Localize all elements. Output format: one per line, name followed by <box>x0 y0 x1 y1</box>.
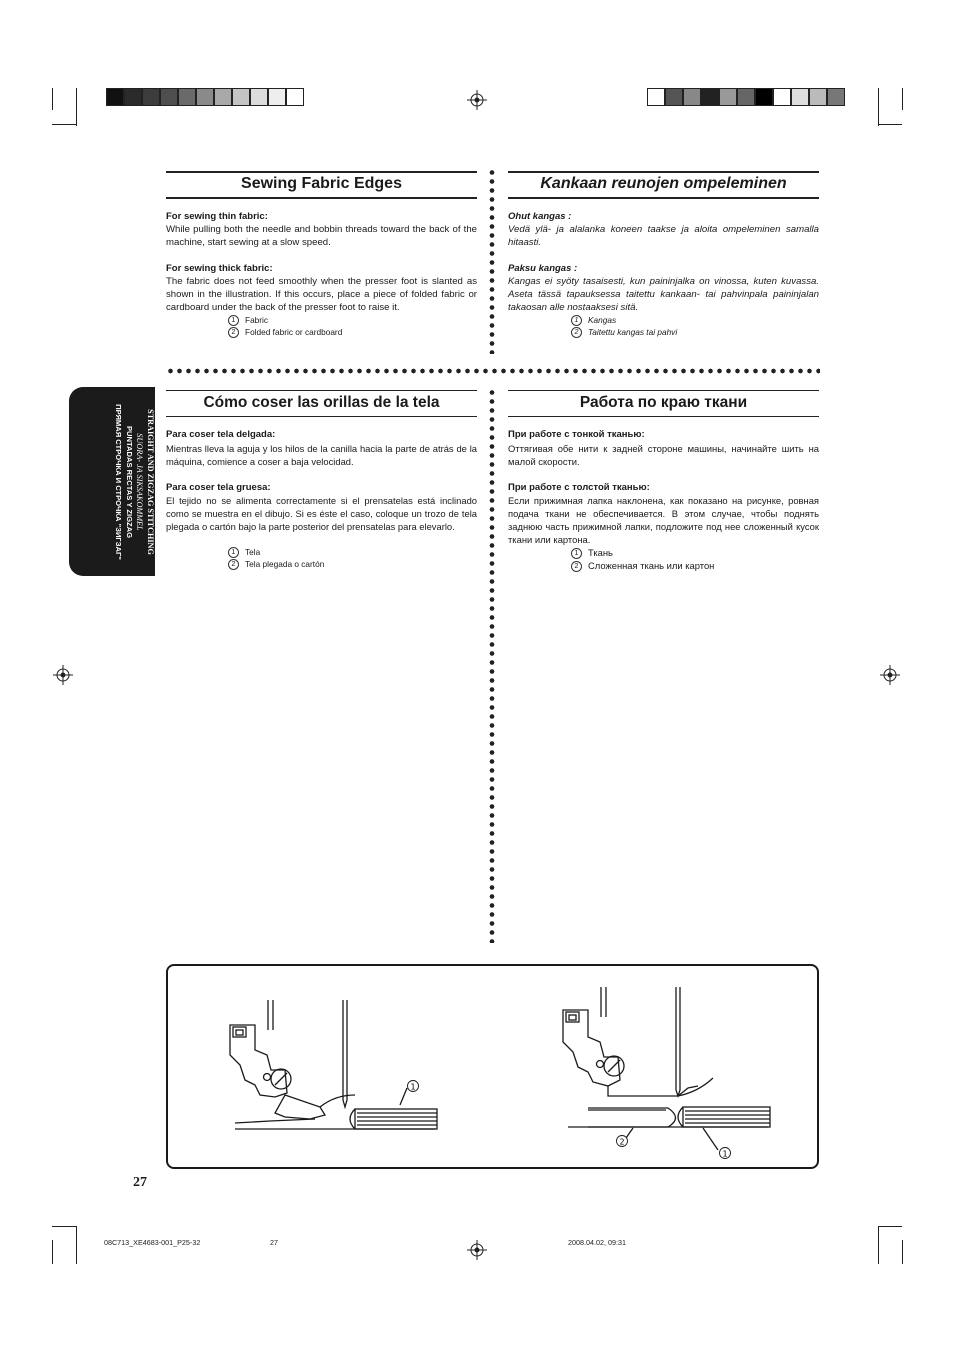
color-swatch <box>250 88 268 106</box>
crop-mark <box>902 1240 903 1264</box>
presser-foot-raised-illustration <box>548 982 778 1162</box>
list-item: 2 Folded fabric or cardboard <box>228 327 342 338</box>
paragraph-thin: Vedä ylä- ja alalanka koneen taakse ja aloita ompeleminen samalla hitaasti. <box>508 224 819 248</box>
crop-mark <box>878 124 902 125</box>
section-rule <box>166 416 477 417</box>
color-swatch <box>665 88 683 106</box>
number-1-icon: 1 <box>228 315 239 326</box>
section-rule <box>508 197 819 199</box>
section-rule <box>508 390 819 391</box>
page-number: 27 <box>133 1175 147 1190</box>
paragraph-thick: Kangas ei syöty tasaisesti, kun paininjalka on vinossa, kuten kuvassa. Aseta tässä tapauksessa taitettu kankaan- tai pahvinpala paininjalan takaosan alle nostaaksesi sitä. <box>508 276 819 313</box>
section-rule <box>166 390 477 391</box>
list-item: 2 Tela plegada o cartón <box>228 559 324 570</box>
subheading-thick: For sewing thick fabric: <box>166 263 273 274</box>
subheading-thick: При работе с толстой тканью: <box>508 482 650 493</box>
list-item: 1 Ткань <box>571 547 613 559</box>
subheading-thin: Para coser tela delgada: <box>166 429 276 440</box>
paragraph-thin: While pulling both the needle and bobbin threads toward the back of the machine, start sewing at a slow speed. <box>166 224 477 248</box>
color-swatch <box>647 88 665 106</box>
paragraph-thick: The fabric does not feed smoothly when the presser foot is slanted as shown in the illustration. If this occurs, place a piece of folded fabric or cardboard under the back of the presser foot to raise it. <box>166 276 477 313</box>
color-swatch <box>268 88 286 106</box>
crop-mark <box>878 1226 902 1227</box>
subheading-thin: При работе с тонкой тканью: <box>508 429 645 440</box>
crop-mark <box>76 88 77 126</box>
section-rule <box>166 171 477 173</box>
section-rule <box>508 171 819 173</box>
dotted-separator <box>489 168 495 354</box>
presser-foot-slanted-illustration <box>215 995 445 1145</box>
section-title-ru: Работа по краю ткани <box>579 394 748 411</box>
number-2-icon: 2 <box>571 561 582 572</box>
color-swatch <box>827 88 845 106</box>
dotted-separator <box>166 368 820 374</box>
color-swatch <box>773 88 791 106</box>
subheading-thin: Ohut kangas : <box>508 211 572 222</box>
color-swatch <box>106 88 124 106</box>
color-swatch <box>196 88 214 106</box>
registration-mark-icon <box>467 1240 487 1260</box>
subheading-thin: For sewing thin fabric: <box>166 211 268 222</box>
crop-mark <box>76 1226 77 1264</box>
paragraph-thin: Оттягивая обе нити к задней стороне машины, начинайте шить на малой скорости. <box>508 443 819 467</box>
section-title-fi: Kankaan reunojen ompeleminen <box>540 175 787 192</box>
color-swatch <box>683 88 701 106</box>
number-2-icon: 2 <box>571 327 582 338</box>
color-swatch <box>214 88 232 106</box>
section-title-en: Sewing Fabric Edges <box>241 175 402 192</box>
callout-2: 2 <box>619 1137 625 1147</box>
color-swatch <box>755 88 773 106</box>
list-item: 1 Fabric <box>228 315 268 326</box>
color-swatch <box>737 88 755 106</box>
paragraph-thick: El tejido no se alimenta correctamente si el prensatelas está inclinado como se muestra en el dibujo. Si es éste el caso, coloque un trozo de tela plegada o cartón bajo la parte posterior del prensatelas para elevarlo. <box>166 495 477 532</box>
list-item: 2 Сложенная ткань или картон <box>571 560 714 572</box>
callout-1: 1 <box>722 1149 728 1159</box>
paragraph-thin: Mientras lleva la aguja y los hilos de la canilla hacia la parte de atrás de la máquina, comience a coser a baja velocidad. <box>166 443 477 467</box>
number-2-icon: 2 <box>228 559 239 570</box>
callout-1: 1 <box>410 1082 416 1092</box>
color-swatch <box>232 88 250 106</box>
color-swatch <box>809 88 827 106</box>
list-item: 1 Tela <box>228 547 260 558</box>
color-swatch <box>124 88 142 106</box>
section-rule <box>166 197 477 199</box>
registration-mark-icon <box>53 665 73 685</box>
crop-mark <box>52 124 76 125</box>
registration-mark-icon <box>467 90 487 110</box>
number-1-icon: 1 <box>571 548 582 559</box>
side-tab-text: STRAIGHT AND ZIGZAG STITCHING SUORA- JA SIKSAKOMMEL PUNTADAS RECTAS Y ZIGZAG ПРЯМАЯ СТРОЧКА И СТРОЧКА "ЗИГЗАГ" <box>114 404 155 560</box>
crop-mark <box>52 1240 53 1264</box>
color-swatch <box>701 88 719 106</box>
color-swatch <box>142 88 160 106</box>
crop-mark <box>878 1226 879 1264</box>
color-swatch <box>719 88 737 106</box>
subheading-thick: Para coser tela gruesa: <box>166 482 271 493</box>
list-item: 2 Taitettu kangas tai pahvi <box>571 327 677 338</box>
registration-mark-icon <box>880 665 900 685</box>
section-title-es: Cómo coser las orillas de la tela <box>203 394 440 411</box>
number-2-icon: 2 <box>228 327 239 338</box>
crop-mark <box>52 88 53 110</box>
number-1-icon: 1 <box>228 547 239 558</box>
footer-date: 2008.04.02, 09:31 <box>568 1238 626 1247</box>
color-swatch <box>286 88 304 106</box>
list-item: 1 Kangas <box>571 315 616 326</box>
footer-filename: 08C713_XE4683-001_P25-32 <box>104 1238 201 1247</box>
crop-mark <box>878 88 879 126</box>
crop-mark <box>52 1226 76 1227</box>
color-swatch <box>791 88 809 106</box>
dotted-separator <box>489 388 495 943</box>
paragraph-thick: Если прижимная лапка наклонена, как показано на рисунке, ровная подача ткани не обеспечивается. В этом случае, чтобы поднять заднюю часть прижимной лапки, подложите под нее сложенный кусок ткани или картона. <box>508 495 819 545</box>
number-1-icon: 1 <box>571 315 582 326</box>
color-swatch <box>160 88 178 106</box>
color-swatch <box>178 88 196 106</box>
subheading-thick: Paksu kangas : <box>508 263 578 274</box>
footer-page: 27 <box>270 1238 278 1247</box>
crop-mark <box>902 88 903 110</box>
section-rule <box>508 416 819 417</box>
